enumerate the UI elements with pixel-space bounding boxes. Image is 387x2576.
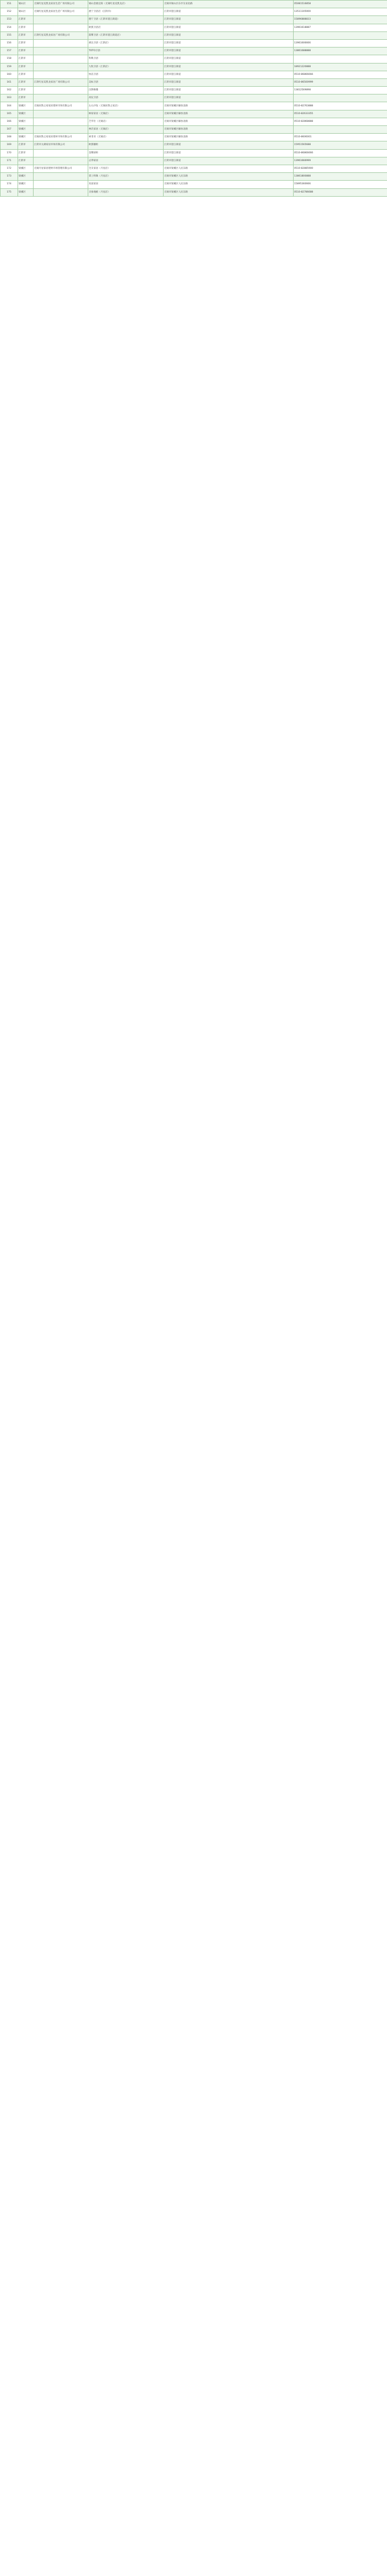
table-cell: 15951565688 [294, 141, 387, 149]
table-cell: 恒洁卫浴 [88, 71, 164, 78]
table-cell: 江阴市 [18, 149, 34, 157]
table-cell: 江阴市 [18, 39, 34, 47]
table-cell: 锡山区 [18, 8, 34, 16]
table-cell: 惠达卫浴（江阴店） [88, 39, 164, 47]
table-row [1, 31, 387, 39]
table-cell: 志邦家居 [88, 157, 164, 165]
table-cell: 13861688888 [294, 47, 387, 55]
table-cell: 江阴市 [18, 55, 34, 63]
table-cell: 168 [1, 134, 18, 141]
table-cell: 江阴市澄江街道 [164, 149, 294, 157]
table-row [1, 173, 387, 181]
table-cell: 江阴市 [18, 16, 34, 24]
table-cell: 13861800888 [294, 173, 387, 181]
table-cell: 无锡市梁溪区人民东路 [164, 165, 294, 172]
table-cell: 锡山金惠宜阳（无锡红星美凯龙店） [88, 1, 164, 8]
table-cell: 江阴市澄江街道 [164, 94, 294, 102]
table-cell [34, 94, 88, 102]
table-cell: 索菲亚（无锡店） [88, 134, 164, 141]
table-cell: 173 [1, 173, 18, 181]
table-cell: 高仪卫浴 [88, 94, 164, 102]
table-cell: 157 [1, 47, 18, 55]
table-cell [34, 181, 88, 188]
table-cell: 13961618887 [294, 24, 387, 31]
table-cell: 0510-82763888 [294, 102, 387, 110]
table-cell: 欧派橱柜 [88, 141, 164, 149]
table-cell [34, 149, 88, 157]
table-row [1, 87, 387, 94]
table-row [1, 55, 387, 63]
table-cell: 梁溪区 [18, 110, 34, 118]
table-cell: 15896888833 [294, 16, 387, 24]
table-cell: 江阴市 [18, 94, 34, 102]
table-row [1, 94, 387, 102]
table-cell: 155 [1, 31, 18, 39]
table-cell: 15895360666 [294, 181, 387, 188]
table-cell: 掌上明珠（月星店） [88, 173, 164, 181]
table-cell: 江阴市 [18, 141, 34, 149]
table-cell: 江阴市澄江街道 [164, 24, 294, 31]
table-cell: 江阴市 [18, 87, 34, 94]
table-cell: 0510-82868888 [294, 118, 387, 125]
table-cell: 江阴市澄江街道 [164, 16, 294, 24]
table-cell: 惠宁卫浴店（江阴市) [88, 8, 164, 16]
table-cell: 梁溪区 [18, 118, 34, 125]
table-cell: 无锡市锡山区东亭友谊北路 [164, 1, 294, 8]
table-cell: 151 [1, 1, 18, 8]
table-cell: 江阴市澄江街道 [164, 47, 294, 55]
table-row [1, 78, 387, 86]
table-row [1, 16, 387, 24]
table-cell: 江阴市澄江街道 [164, 87, 294, 94]
table-cell: 汉斯格雅 [88, 87, 164, 94]
table-cell: 156 [1, 39, 18, 47]
table-cell: 162 [1, 87, 18, 94]
table-cell: 江阴市澄江街道 [164, 157, 294, 165]
table-cell [294, 31, 387, 39]
table-cell: 无锡市梁溪区解放北路 [164, 110, 294, 118]
table-cell: 左右沙发（无锡居然之家店） [88, 102, 164, 110]
table-row [1, 157, 387, 165]
table-cell: 江阴市澄江街道 [164, 71, 294, 78]
table-cell: 158 [1, 55, 18, 63]
table-cell: 梁溪区 [18, 188, 34, 196]
table-cell [34, 71, 88, 78]
table-cell: 江阴市 [18, 47, 34, 55]
table-cell [34, 16, 88, 24]
table-row [1, 141, 387, 149]
table-cell: 江阴市澄江街道 [164, 63, 294, 71]
table-cell: 江阴市 [18, 31, 34, 39]
table-cell: 13812569898 [294, 87, 387, 94]
table-cell: 江阴市澄江街道 [164, 141, 294, 149]
table-row [1, 110, 387, 118]
table-cell [34, 24, 88, 31]
table-cell: 13961666999 [294, 157, 387, 165]
table-cell [34, 188, 88, 196]
table-row [1, 126, 387, 134]
table-cell: 芝华仕（无锡店） [88, 118, 164, 125]
table-cell: 172 [1, 165, 18, 172]
table-cell: 无锡居然之家家居建材市场有限公司 [34, 134, 88, 141]
table-cell: 科勒卫浴 [88, 55, 164, 63]
table-cell: 无锡红星美凯龙家居生活广场有限公司 [34, 8, 88, 16]
table-cell: 江阴市 [18, 63, 34, 71]
table-row [1, 188, 387, 196]
table-cell: 0510-82633355 [294, 110, 387, 118]
table-cell: 江阴市澄江街道 [164, 55, 294, 63]
table-cell: 德宁卫浴（江阴市澄江街道） [88, 16, 164, 24]
table-cell: 0510-8606001 [294, 134, 387, 141]
table-cell: 164 [1, 102, 18, 110]
table-cell: 无锡红星美凯龙家居生活广场有限公司 [34, 1, 88, 8]
table-row [1, 39, 387, 47]
table-cell [34, 87, 88, 94]
table-cell: 双虎家居 [88, 181, 164, 188]
table-cell: 金牌厨柜 [88, 149, 164, 157]
table-row [1, 63, 387, 71]
table-row [1, 8, 387, 16]
table-cell: 江阴红星美凯龙家居广场有限公司 [34, 31, 88, 39]
table-cell: 159 [1, 63, 18, 71]
table-cell: 锡山区 [18, 1, 34, 8]
table-cell: 166 [1, 118, 18, 125]
table-row [1, 71, 387, 78]
table-row [1, 1, 387, 8]
table-cell: 江阴市 [18, 71, 34, 78]
table-cell: 梁溪区 [18, 173, 34, 181]
table-cell: 江阴市 [18, 24, 34, 31]
table-cell: 无锡市梁溪区解放北路 [164, 102, 294, 110]
table-cell: 江阴市澄江街道 [164, 8, 294, 16]
table-cell: 梁溪区 [18, 126, 34, 134]
table-cell: 154 [1, 24, 18, 31]
table-cell: 153 [1, 16, 18, 24]
table-cell: 165 [1, 110, 18, 118]
table-cell: 161 [1, 78, 18, 86]
table-cell: 05081516858 [294, 1, 387, 8]
table-cell: 无锡市梁溪区解放北路 [164, 118, 294, 125]
table-cell: 无锡月星家居建材市场管理有限公司 [34, 165, 88, 172]
table-row [1, 165, 387, 172]
table-cell [34, 55, 88, 63]
table-cell: 江阴市澄江街道 [164, 78, 294, 86]
table-cell: 梁溪区 [18, 102, 34, 110]
table-cell: 箭牌卫浴（江阴市澄江街道店） [88, 31, 164, 39]
table-cell [34, 118, 88, 125]
table-cell: 江阴市澄江街道 [164, 31, 294, 39]
table-cell: 无锡市梁溪区人民东路 [164, 188, 294, 196]
table-cell: 152 [1, 8, 18, 16]
table-cell: 167 [1, 126, 18, 134]
table-cell: 梁溪区 [18, 165, 34, 172]
table-cell: 无锡市梁溪区解放北路 [164, 134, 294, 141]
table-cell: 江阴市太湖家居市场有限公司 [34, 141, 88, 149]
table-cell: 无锡居然之家家居建材市场有限公司 [34, 102, 88, 110]
table-cell: 林氏家居（无锡店） [88, 126, 164, 134]
table-row [1, 181, 387, 188]
table-cell: 160 [1, 71, 18, 78]
table-cell [34, 110, 88, 118]
table-cell: 江阴市 [18, 78, 34, 86]
table-cell: 0510-82885900 [294, 165, 387, 172]
table-cell [294, 94, 387, 102]
table-cell [294, 55, 387, 63]
table-cell: 0510-86866666 [294, 71, 387, 78]
table-cell: 174 [1, 181, 18, 188]
table-cell: 全友家居（月星店） [88, 165, 164, 172]
table-cell [34, 173, 88, 181]
table-cell: 18921220888 [294, 63, 387, 71]
table-cell: 无锡市梁溪区人民东路 [164, 181, 294, 188]
table-cell: 梁溪区 [18, 134, 34, 141]
table-row [1, 149, 387, 157]
table-cell [34, 47, 88, 55]
table-row [1, 102, 387, 110]
table-cell [34, 39, 88, 47]
table-cell [294, 126, 387, 134]
table-row [1, 134, 387, 141]
table-cell: 0510-86500999 [294, 78, 387, 86]
table-cell: 无锡市梁溪区解放北路 [164, 126, 294, 134]
table-cell: 江阴市 [18, 157, 34, 165]
table-cell: 163 [1, 94, 18, 102]
table-cell: 0510-86866666 [294, 149, 387, 157]
table-cell: 梁溪区 [18, 181, 34, 188]
table-cell [34, 157, 88, 165]
table-cell: 顾家家居（无锡店） [88, 110, 164, 118]
table-cell [34, 63, 88, 71]
table-cell: 九牧卫浴（江阴店） [88, 63, 164, 71]
table-cell: 13961606666 [294, 39, 387, 47]
table-cell: 170 [1, 149, 18, 157]
table-cell: 175 [1, 188, 18, 196]
table-cell: TOTO卫浴 [88, 47, 164, 55]
table-row [1, 118, 387, 125]
table-cell [34, 126, 88, 134]
table-cell: 171 [1, 157, 18, 165]
table-cell: 13511105000 [294, 8, 387, 16]
table-cell: 无锡市梁溪区人民东路 [164, 173, 294, 181]
table-row [1, 47, 387, 55]
table-cell: 169 [1, 141, 18, 149]
table-cell: 江阴红星美凯龙家居广场有限公司 [34, 78, 88, 86]
store-table [0, 0, 387, 197]
table-cell: 圣象地板（月星店） [88, 188, 164, 196]
table-cell: 欧派卫浴店 [88, 24, 164, 31]
table-cell: 江阴市澄江街道 [164, 39, 294, 47]
store-table-body [1, 1, 387, 197]
table-cell: 0510-82786688 [294, 188, 387, 196]
table-row [1, 24, 387, 31]
table-cell: 美标卫浴 [88, 78, 164, 86]
